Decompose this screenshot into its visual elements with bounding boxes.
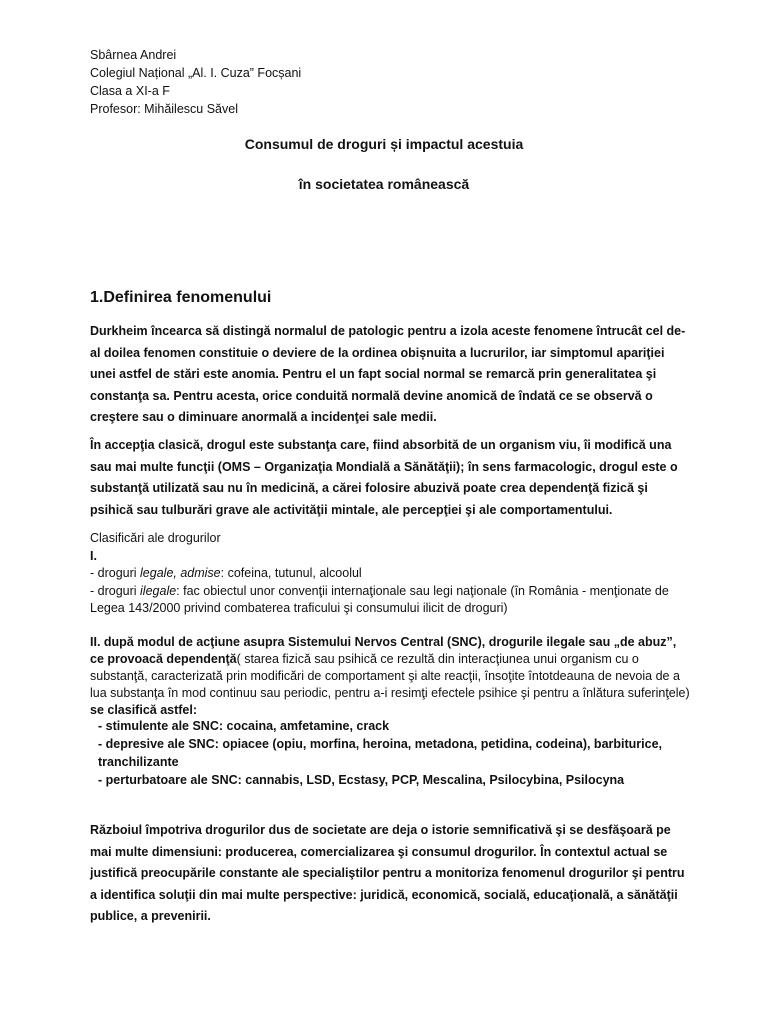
roman-2-definition: ( starea fizică sau psihică ce rezultă din interacţiunea unui organism cu o substanţă, caracterizată prin modificări de comportament şi alte reacţii, însoţite întotdeauna de nevoia de a lua substanţa în mod continuu sau periodic, pentru a-i resimţi efectele psihice şi pentru a înlătura suferinţele) <box>90 652 690 700</box>
paragraph-drug-definition: În accepţia clasică, drogul este substanţa care, fiind absorbită de un organism viu, îi modifică una sau mai multe funcţii (OMS – Organizaţia Mondială a Sănătăţii); în sens farmacologic, drogul este o substanţă utilizată sau nu în medicină, a cărei folosire abuzivă poate crea dependenţă fizică şi psihică sau tulburări grave ale activităţii mintale, ale percepţiei şi ale comportamentului. <box>90 438 678 517</box>
author-block <box>90 46 301 118</box>
snc-drug-list <box>90 717 690 789</box>
legal-drugs-italic: legale, admise <box>140 566 221 580</box>
legal-drugs-rest: : cofeina, tutunul, alcoolul <box>220 566 362 580</box>
document-title-line-2: în societatea românească <box>298 176 470 192</box>
illegal-drugs-italic: ilegale <box>140 583 177 598</box>
classification-list-1 <box>90 530 690 618</box>
illegal-drugs-prefix: - droguri <box>90 583 141 598</box>
roman-2-end: se clasifică astfel: <box>90 703 198 717</box>
illegal-drugs-item <box>90 583 690 618</box>
teacher-name: Profesor: Mihăilescu Săvel <box>90 102 238 116</box>
school-name: Colegiul Național „Al. I. Cuza” Focșani <box>90 66 302 80</box>
legal-drugs-item <box>90 565 690 583</box>
roman-2-bold-text: II. după modul de acţiune asupra Sistemului Nervos Central (SNC), drogurile ilegale sau „de abuz”, ce provoacă dependenţă <box>90 635 677 666</box>
document-title-line-1: Consumul de droguri și impactul acestuia <box>244 136 524 152</box>
class-name: Clasa a XI-a F <box>90 84 170 98</box>
paragraph-war-on-drugs: Războiul împotriva drogurilor dus de societate are deja o istorie semnificativă şi se desfăşoară pe mai multe dimensiuni: producerea, comercializarea şi consumul drogurilor. În contextul actual se justifică preocupările constante ale specialiştilor pentru a monitoriza fenomenul drogurilor şi pentru a identifica soluţii din mai multe perspective: juridică, economică, socială, educaţională, a sănătăţii publice, a prevenirii. <box>90 823 685 923</box>
author-name: Sbârnea Andrei <box>90 48 177 62</box>
illegal-drugs-rest: : fac obiectul unor convenţii internaţionale sau legi naţionale (în România - menţionate de Legea 143/2000 privind combaterea traficului şi consumului ilicit de droguri) <box>90 583 669 615</box>
legal-drugs-prefix: - droguri <box>90 566 141 580</box>
list-item: - perturbatoare ale SNC: cannabis, LSD, Ecstasy, PCP, Mescalina, Psilocybina, Psilocyna <box>98 773 625 787</box>
classification-roman-2 <box>90 634 690 719</box>
paragraph-durkheim: Durkheim încearca să distingă normalul de patologic pentru a izola aceste fenomene întrucât cel de-al doilea fenomen constituie o deviere de la ordinea obișnuita a lucrurilor, iar simptomul apariţiei unei astfel de stări este anomia. Pentru el un fapt social normal se remarcă prin generalitatea şi constanţa sa. Pentru acesta, orice conduită normală devine anomică de îndată ce se observă o creştere sau o diminuare anormală a incidenţei sale medii. <box>90 324 686 424</box>
section-heading: 1.Definirea fenomenului <box>90 289 272 306</box>
list-item: - stimulente ale SNC: cocaina, amfetamine, crack <box>98 719 390 733</box>
classification-title: Clasificări ale drogurilor <box>90 531 221 545</box>
roman-numeral-1: I. <box>90 548 97 563</box>
list-item: - depresive ale SNC: opiacee (opiu, morfina, heroina, metadona, petidina, codeina), barbiturice, tranchilizante <box>98 737 663 769</box>
